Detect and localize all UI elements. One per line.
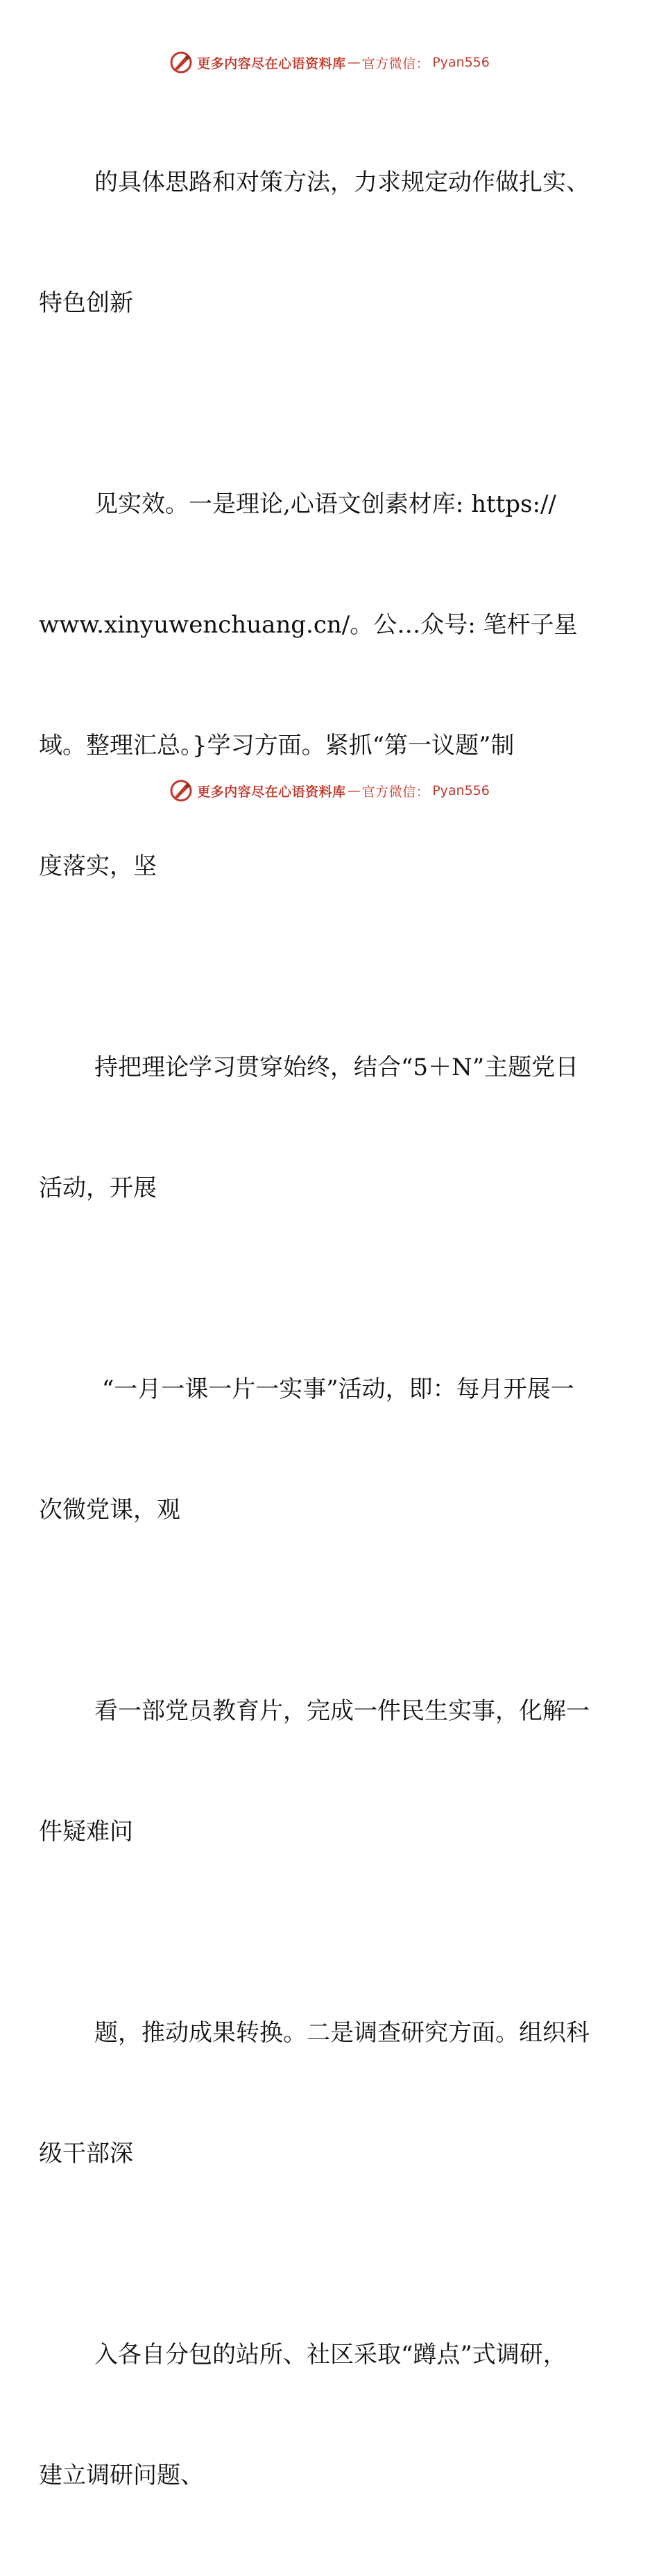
paragraph-1 [39,82,594,404]
paragraph-line: 域。整理汇总。}学习方面。紧抓“第一议题”制 [39,732,515,759]
paragraph-3 [39,967,594,1289]
paragraph-line: 建立调研问题、 [39,2462,204,2489]
paragraph-line: 级干部深 [39,2140,133,2167]
header-watermark [0,49,659,76]
paragraph-line: 见实效。一是理论,心语文创素材库: https:// [94,490,556,518]
paragraph-line: 入各自分包的站所、社区采取“蹲点”式调研， [94,2341,567,2369]
watermark-wechat-id: Pyan556 [432,783,490,798]
paragraph-line: 度落实，坚 [39,852,157,880]
paragraph-line: 看一部党员教育片，完成一件民生实事，化解一 [94,1697,590,1725]
paragraph-line: 的具体思路和对策方法，力求规定动作做扎实、 [94,169,590,196]
paragraph-line: 题，推动成果转换。二是调查研究方面。组织科 [94,2019,590,2047]
paragraph-6 [39,1932,594,2254]
watermark-wechat-label: 官方微信： [361,55,430,71]
pen-logo-icon [169,51,193,74]
paragraph-line: 持把理论学习贯穿始终，结合“5＋N”主题党日 [94,1054,579,1081]
paragraph-2 [39,404,594,967]
paragraph-line: 特色创新 [39,289,133,317]
document-body [39,82,594,2576]
watermark-site-text: 更多内容尽在心语资料库 [197,55,346,71]
paragraph-5 [39,1611,594,1932]
paragraph-line: “一月一课一片一实事”活动，即：每月开展一 [94,1375,574,1403]
paragraph-line: www.xinyuwenchuang.cn/。公…众号: 笔杆子星 [39,611,578,639]
watermark-wechat-label: 官方微信： [361,784,430,800]
footer-watermark [0,777,659,805]
paragraph-line: 活动，开展 [39,1174,157,1202]
watermark-wechat-id: Pyan556 [432,55,490,70]
watermark-dash: — [347,783,361,798]
watermark-dash: — [347,55,361,70]
pen-logo-icon [169,779,193,802]
paragraph-7 [39,2254,594,2576]
watermark-site-text: 更多内容尽在心语资料库 [197,784,346,800]
paragraph-line: 次微党课，观 [39,1496,180,1524]
paragraph-line: 件疑难问 [39,1818,133,1846]
paragraph-4 [39,1289,594,1611]
